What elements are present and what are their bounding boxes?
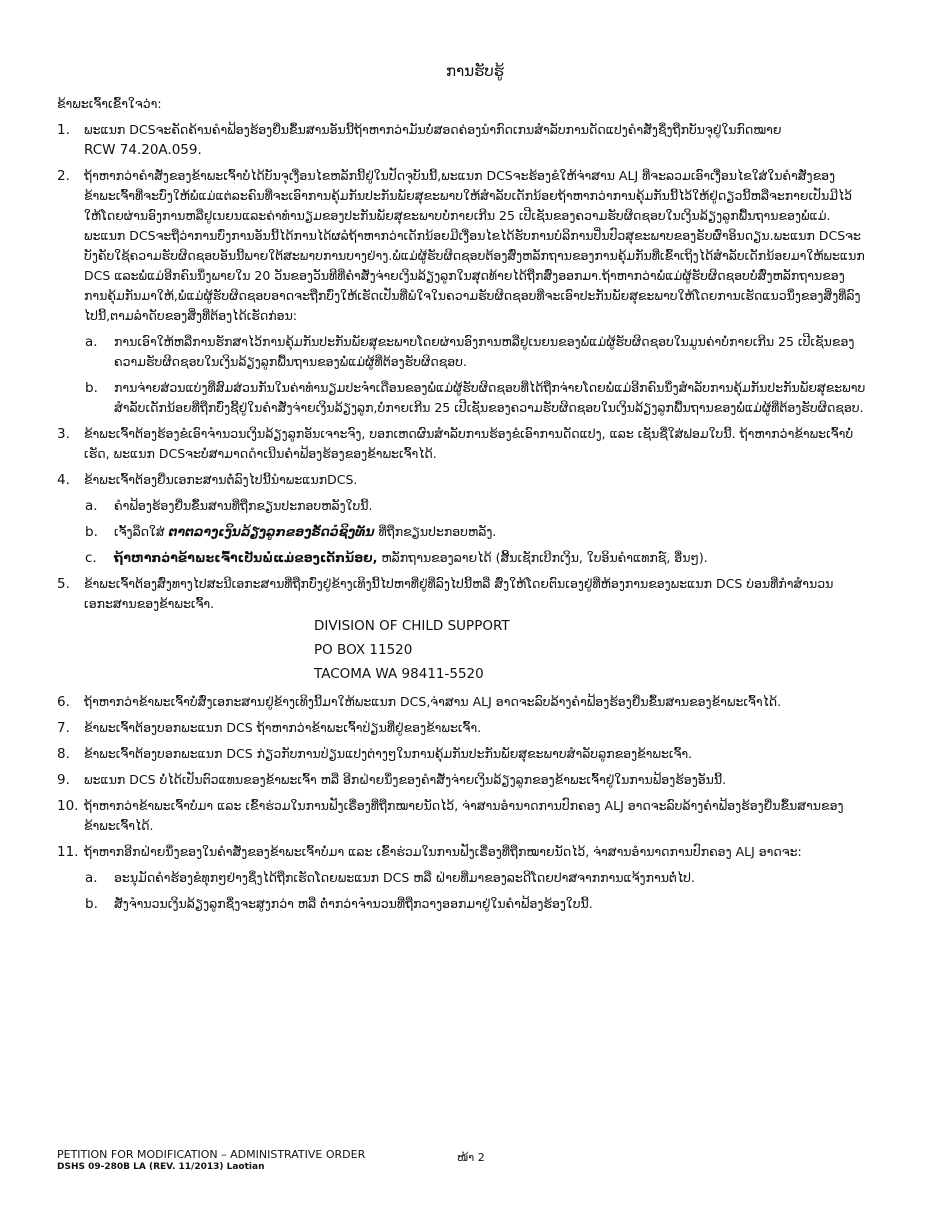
item-text: ຂ້າພະເຈົ້າຕ້ອງສົ່ງທາງໄປສະນີເອກະສານທີ່ຖືກບົ່ງຢູ່ຂ້າງເທິງນີ້ໄປຫາທີ່ຢູ່ທີ່ລົງໄປນີ້ຫລື ສົ່ງໃຫ້ໂດຍຕົນເອງຢູ່ທີ່ຫ້ອງການຂອງພະແນກ DCS ບ່ອນທີ່ກຳສຳນວນເອກະສານຂອງຂ້າພະເຈົ້າ. <box>84 576 834 611</box>
item-number: 6. <box>57 694 70 710</box>
item-text: ພະແນກ DCS ບໍ່ໄດ້ເປັນຕົວແທນຂອງຂ້າພະເຈົ້າ ຫລື ອີກຝ່າຍນຶ່ງຂອງຄຳສັ່ງຈ່າຍເງິນລ້ຽງລູກຂອງຂ້າພະເຈົ້າຢູ່ໃນການຟ້ອງຮ້ອງອັນນີ້. <box>84 772 727 787</box>
item-number: 9. <box>57 772 70 788</box>
page-footer <box>57 1148 365 1174</box>
form-title: PETITION FOR MODIFICATION – ADMINISTRATIVE ORDER <box>57 1148 366 1161</box>
sub-item-emphasis: ຖ້າຫາກວ່າຂ້າພະເຈົ້າເປັນພໍ່ແມ່ຂອງເດັກນ້ອຍ, <box>114 550 378 565</box>
item-number: 4. <box>57 472 70 488</box>
page-number: ໜ້າ 2 <box>457 1151 485 1164</box>
item-text: ຖ້າຫາກວ່າຄຳສັ່ງຂອງຂ້າພະເຈົ້າບໍ່ໄດ້ບັນຈຸເງື່ອນໄຂຫລັກນີ້ຢູ່ໃນປັດຈຸບັນນີ້,ພະແນກ DCSຈະຮ້ອງຂໍໃຫ້ຈ່າສານ ALJ ທີ່ຈະລວມເອົາເງື່ອນໄຂໃສ່ໃນຄຳສັ່ງຂອງຂ້າພະເຈົ້າທີ່ຈະບົ່ງໃຫ້ພໍ່ແມ່ແຕ່ລະຄົນທີ່ຈະເອົາການຄຸ້ມກັນປະກັນພັຍສຸຂະພາບໃຫ້ສຳລັບເດັກນ້ອຍຖ້າຫາກວ່າການຄຸ້ມກັນນີ້ໄວ້ໃຫ້ຢູ່ດຽວນີ້ຫລືຈະກາຍເປັນມີໄວ້ໃຫ້ໂດຍຜ່ານອົງການຫລືຢູເນຍນແລະຄ່າທຳນຽມຂອງປະກັນພັຍສຸຂະພາບບໍ່ກາຍເກີນ 25 ເປີເຊັນຂອງຄວາມຮັບຜິດຊອບໃນເງິນລ້ຽງລູກພື້ນຖານຂອງພໍ່ແມ່. ພະແນກ DCSຈະຖືວ່າການບົ່ງການອັນນີ້ໄດ້ການໄດ້ຜລໍຖ້າຫາກວ່າເດັກນ້ອຍມີເງື່ອນໄຂໄດ້ຮັບການບໍລິການປິ່ນປົວສຸຂະພາບຂອງຣັບຜົ່າອິນດຽນ.ພະແນກ DCSຈະບັງຄັບໃຊ້ຄວາມຮັບຜິດຊອບອັນນີ້ພາຍໃຕ້ສະພາບການບາງຢ່າງ.ພໍ່ແມ່ຜູ້ຮັບຜິດຊອບຕ້ອງສົ່ງຫລັກຖານຂອງການຄຸ້ມກັນທີ່ເຂົ້າເຖິງໄດ້ສຳລັບເດັກນ້ອຍມາໃຫ້ພະແນກ DCS ແລະພໍ່ແມ່ອີກຄົນນຶ່ງພາຍໃນ 20 ວັນຂອງວັນທີທີ່ຄຳສັ່ງຈ່າຍເງິນລ້ຽງລູກໃນສຸດທ້າຍໄດ້ຖືກສົ່ງອອກມາ.ຖ້າຫາກວ່າພໍ່ແມ່ຜູ້ຮັບຜິດຊອບບໍ່ສົ່ງຫລັກຖານຂອງການຄຸ້ມກັນມາໃຫ້,ພໍ່ແມ່ຜູ້ຮັບຜິດຊອບອາດຈະຖືກບົ່ງໃຫ້ເຮັດເປັນທີ່ພໍໃຈໃນຄວາມຮັບຜິດຊອບທີ່ຈະເອົາປະກັນພັຍສຸຂະພາບໃຫ້ໂດຍການເຮັດແນວນຶ່ງຂອງສິ່ງທີ່ລົງໄປນີ້,ຕາມລຳດັບຂອງສິ່ງທີ່ຕ້ອງໄດ້ເຮັດກ່ອນ: <box>84 168 865 323</box>
list-item <box>57 424 867 464</box>
item-number: 10. <box>57 798 79 814</box>
list-item <box>57 796 867 836</box>
sub-item-text-suffix: ຫລັກຖານຂອງລາຍໄດ້ (ສິ້ນເຊັກເບີກເງິນ, ໃບອິນຄຳແທກຊ໌, ອື່ນໆ). <box>381 550 708 565</box>
item-text: ຖ້າຫາກອີກຝ່າຍນຶ່ງຂອງໃນຄຳສັ່ງຂອງຂ້າພະເຈົ້າບໍ່ມາ ແລະ ເຂົ້າຮ່ວມໃນການຟັງເຣື່ອງທີ່ຖືກໝາຍນັດໄວ້, ຈ່າສານອຳນາດການປົກຄອງ ALJ ອາດຈະ: <box>84 844 802 859</box>
item-text: ພະແນກ DCSຈະຄັດຄ້ານຄຳຟ້ອງຮ້ອງຍື່ນຂຶ້ນສານອັນນີ້ຖ້າຫາກວ່າມັນບໍ່ສອດຄ່ອງນຳກົດເກນສຳລັບການດັດແປງຄຳສັ່ງຊຶ່ງຖືກບັນຈຸຢູ່ໃນກົດໝາຍ <box>84 122 782 137</box>
sub-item-text: ການເອົາໃຫ້ຫລືການຮັກສາໄວ້ການຄຸ້ມກັນປະກັນພັຍສຸຂະພາບໂດຍຜ່ານອົງການຫລືຢູເນຍນຂອງພໍ່ແມ່ຜູ້ຮັບຜິດຊອບໃນມູນຄ່າບໍ່ກາຍເກີນ 25 ເປີເຊັນຂອງຄວາມຮັບຜິດຊອບໃນເງິນລ້ຽງລູກພື້ນຖານຂອງພໍ່ແມ່ຜູ້ທີ່ຕ້ອງຮັບຜິດຊອບ. <box>114 334 855 369</box>
item-text: ຂ້າພະເຈົ້າຕ້ອງຮ້ອງຂໍເອົາຈຳນວນເງິນລ້ຽງລູກອັນເຈາະຈົງ, ບອກເຫດຜົນສຳລັບການຮ້ອງຂໍເອົາການດັດແປງ, ແລະ ເຊັນຊື່ໃສ່ຟອມໃບນີ້. ຖ້າຫາກວ່າຂ້າພະເຈົ້າບໍ່ເຮັດ, ພະແນກ DCSຈະບໍ່ສາມາດດຳເນີນຄຳຟ້ອງຮ້ອງຂອງຂ້າພະເຈົ້າໄດ້. <box>84 426 854 461</box>
sub-item-letter: a. <box>85 334 98 350</box>
item-number: 8. <box>57 746 70 762</box>
list-item <box>57 744 867 764</box>
item-text: ຂ້າພະເຈົ້າຕ້ອງຍື່ນເອກະສານຕໍ່ລົງໄປນີ້ນຳພະແນກDCS. <box>84 472 358 487</box>
item-number: 2. <box>57 168 70 184</box>
item-text: ຖ້າຫາກວ່າຂ້າພະເຈົ້າບໍ່ມາ ແລະ ເຂົ້າຮ່ວມໃນການຟັງເຣື່ອງທີ່ຖືກໝາຍນັດໄວ້, ຈ່າສານອຳນາດການປົກຄອງ ALJ ອາດຈະລົບລ້າງຄຳຟ້ອງຮ້ອງຍື່ນຂຶ້ນສານຂອງຂ້າພະເຈົ້າໄດ້. <box>84 798 844 833</box>
sub-item-text: ຄຳຟ້ອງຮ້ອງຍື່ນຂຶ້ນສານທີ່ຖືກຂຽນປະກອບຫລັງໃບນີ້. <box>114 498 373 513</box>
sub-item-letter: c. <box>85 550 97 566</box>
list-item <box>57 770 867 790</box>
sub-item <box>57 332 867 372</box>
list-item <box>57 692 867 712</box>
page-title: ການຮັບຮູ້ <box>446 62 504 80</box>
sub-item-letter: a. <box>85 870 98 886</box>
intro-text: ຂ້າພະເຈົ້າເຂົ້າໃຈວ່າ: <box>57 96 162 111</box>
list-item <box>57 120 867 160</box>
sub-item-text-prefix: ເຈັ້ງລຶດໃສ່ <box>114 524 165 539</box>
mailing-address-line: DIVISION OF CHILD SUPPORT <box>314 618 510 634</box>
sub-item <box>57 548 867 568</box>
sub-item-text: ສັ່ງຈຳນວນເງິນລ້ຽງລູກຊຶ່ງຈະສູງກວ່າ ຫລື ຕ່ຳກວ່າຈຳນວນທີ່ຖືກວາງອອກມາຢູ່ໃນຄຳຟ້ອງຮ້ອງໃບນີ້. <box>114 896 593 911</box>
item-number: 5. <box>57 576 70 592</box>
form-id: DSHS 09-280B LA (REV. 11/2013) Laotian <box>57 1162 265 1172</box>
sub-item <box>57 496 867 516</box>
item-text: ຂ້າພະເຈົ້າຕ້ອງບອກພະແນກ DCS ກ່ຽວກັບການປ່ຽນແປງຕ່າງໆໃນການຄຸ້ມກັນປະກັນພັຍສຸຂະພາບສຳລັບລູກຂອງຂ້າພະເຈົ້າ. <box>84 746 693 761</box>
sub-item <box>57 868 867 888</box>
sub-item-letter: b. <box>85 380 98 396</box>
sub-item-text-suffix: ທີ່ຖືກຂຽນປະກອບຫລັງ. <box>378 524 497 539</box>
list-item <box>57 718 867 738</box>
sub-item-letter: a. <box>85 498 98 514</box>
item-text: ຂ້າພະເຈົ້າຕ້ອງບອກພະແນກ DCS ຖ້າຫາກວ່າຂ້າພະເຈົ້າປ່ຽນທີ່ຢູ່ຂອງຂ້າພະເຈົ້າ. <box>84 720 482 735</box>
document-body <box>57 94 867 920</box>
item-text: ຖ້າຫາກວ່າຂ້າພະເຈົ້າບໍ່ສົ່ງເອກະສານຢູ່ຂ້າງເທິງນີ້ມາໃຫ້ພະແນກ DCS,ຈ່າສານ ALJ ອາດຈະລົບລ້າງຄຳຟ້ອງຮ້ອງຍື່ນຂຶ້ນສານຂອງຂ້າພະເຈົ້າໄດ້. <box>84 694 782 709</box>
sub-item-letter: b. <box>85 524 98 540</box>
sub-item-letter: b. <box>85 896 98 912</box>
item-number: 11. <box>57 844 79 860</box>
list-item <box>57 470 867 490</box>
sub-item-text: ການຈ່າຍສ່ວນແບ່ງທີ່ສົມສ່ວນກັນໃນຄ່າທຳນຽມປະຈຳເດືອນຂອງພໍ່ແມ່ຜູ້ຮັບຜິດຊອບທີ່ໄດ້ຖືກຈ່າຍໂດຍພໍ່ແມ່ອີກຄົນນຶ່ງສຳລັບການຄຸ້ມກັນປະກັນພັຍສຸຂະພາບສຳລັບເດັກນ້ອຍທີ່ຖືກບົ່ງຊີ້ຢູ່ໃນຄຳສັ່ງຈ່າຍເງິນລ້ຽງລູກ,ບໍ່ກາຍເກີນ 25 ເປີເຊັນຂອງຄວາມຮັບຜິດຊອບໃນເງິນລ້ຽງລູກພື້ນຖານຂອງພໍ່ແມ່ຜູ້ທີ່ຕ້ອງຮັບຜິດຊອບ. <box>114 380 866 415</box>
item-number: 1. <box>57 122 70 138</box>
sub-item <box>57 378 867 418</box>
sub-item <box>57 522 867 542</box>
mailing-address-line: TACOMA WA 98411-5520 <box>314 666 484 682</box>
list-item <box>57 166 867 326</box>
item-number: 7. <box>57 720 70 736</box>
list-item <box>57 574 867 686</box>
support-schedule-title: ຕາຕລາງເງິນລ້ຽງລູກຂອງຣັດວໍຊິງທັນ <box>168 524 375 539</box>
list-item <box>57 842 867 862</box>
item-number: 3. <box>57 426 70 442</box>
law-reference: RCW 74.20A.059. <box>84 142 202 158</box>
mailing-address-line: PO BOX 11520 <box>314 642 413 658</box>
sub-item <box>57 894 867 914</box>
sub-item-text: ອະນຸມັດຄຳຮ້ອງຂໍທຸກໆຢ່າງຊຶ່ງໄດ້ຖືກເຮັດໂດຍພະແນກ DCS ຫລື ຝ່າຍທີ່ມາຂອງລະດີໂດຍປາສຈາກການແຈ້ງການຕໍ່ໄປ. <box>114 870 695 885</box>
